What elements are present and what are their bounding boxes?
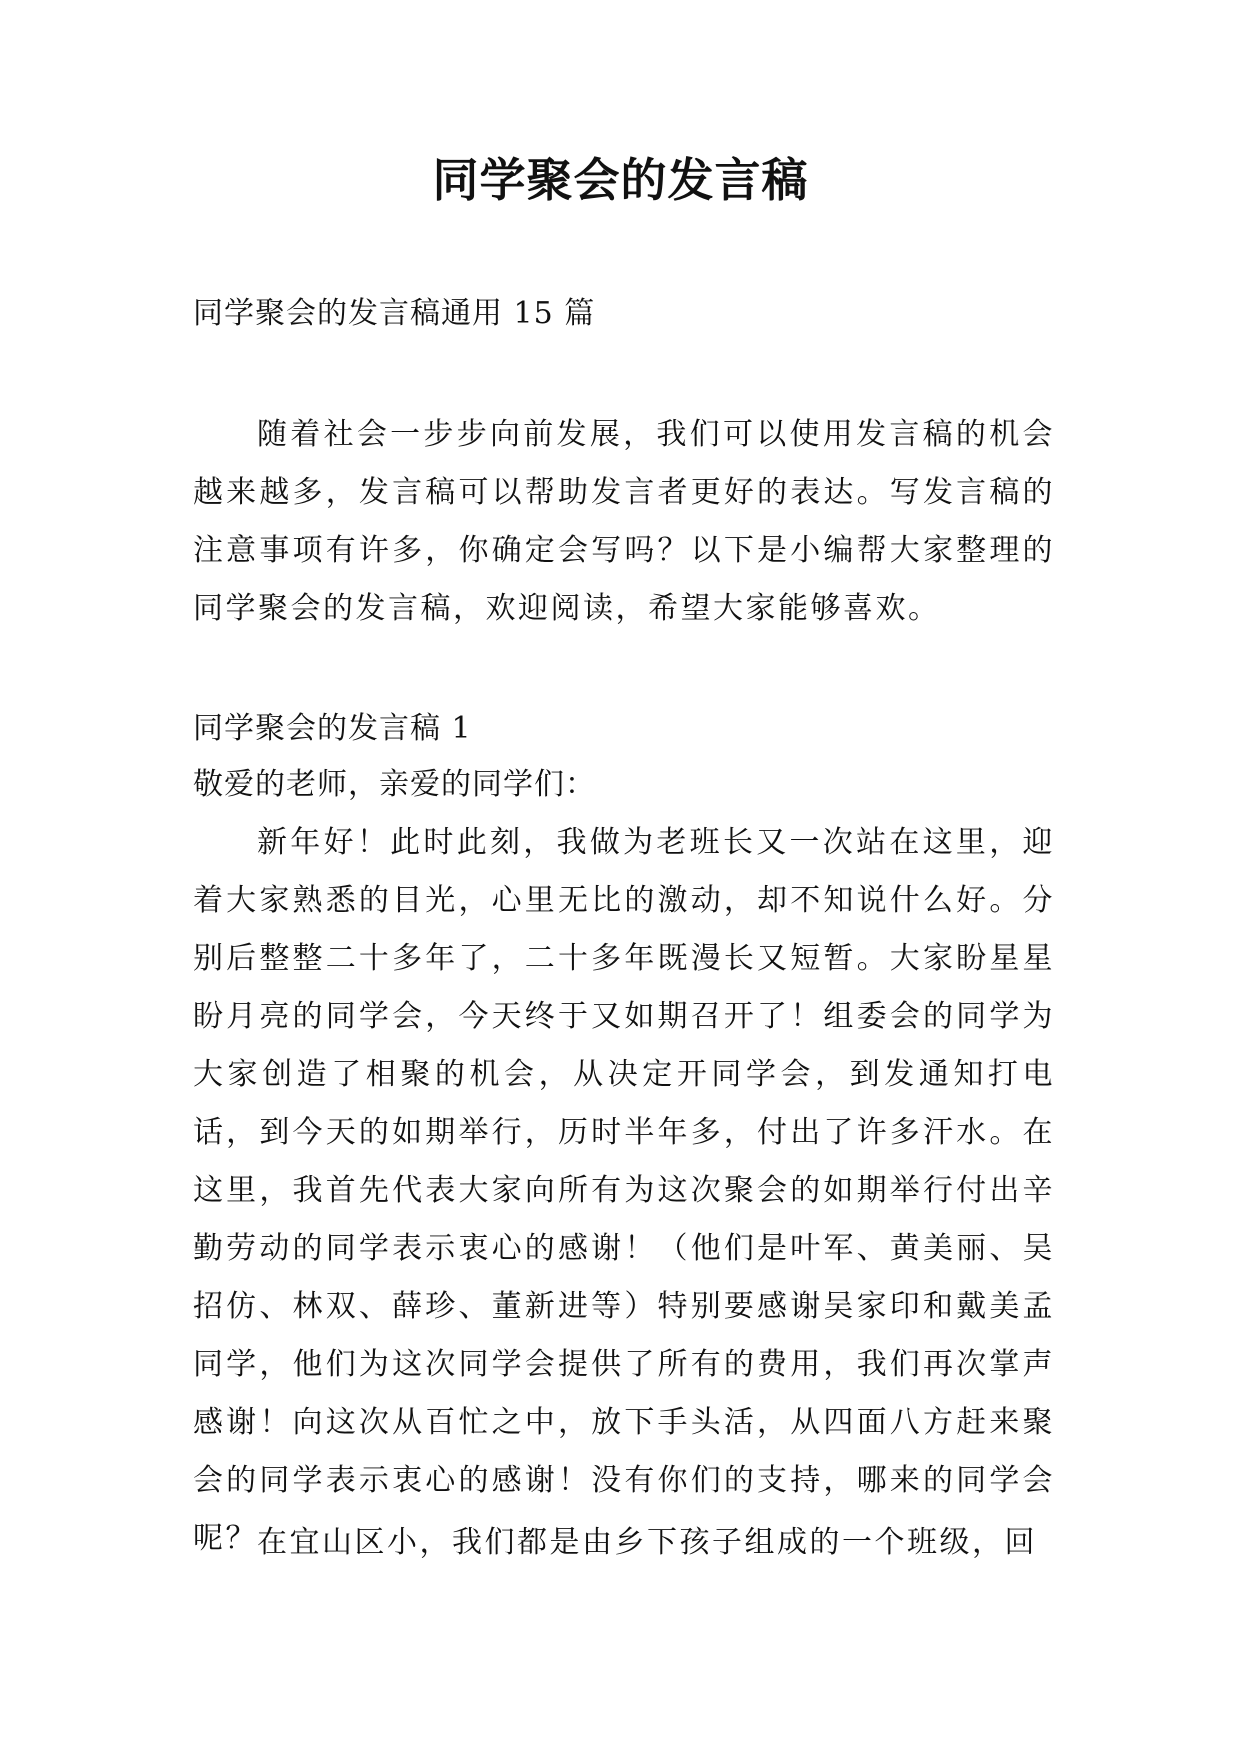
section-heading: 同学聚会的发言稿 1 xyxy=(193,711,472,746)
document-subtitle: 同学聚会的发言稿通用 15 篇 xyxy=(193,296,596,331)
document-title: 同学聚会的发言稿 xyxy=(432,153,809,207)
intro-paragraph: 随着社会一步步向前发展，我们可以使用发言稿的机会越来越多，发言稿可以帮助发言者更好的表达。写发言稿的注意事项有许多，你确定会写吗？以下是小编帮大家整理的同学聚会的发言稿，欢迎阅读，希望大家能够喜欢。 xyxy=(193,417,1055,626)
body-paragraph: 新年好！此时此刻，我做为老班长又一次站在这里，迎着大家熟悉的目光，心里无比的激动，却不知说什么好。分别后整整二十多年了，二十多年既漫长又短暂。大家盼星星盼月亮的同学会，今天终于又如期召开了！组委会的同学为大家创造了相聚的机会，从决定开同学会，到发通知打电话，到今天的如期举行，历时半年多，付出了许多汗水。在这里，我首先代表大家向所有为这次聚会的如期举行付出辛勤劳动的同学表示衷心的感谢！（他们是叶军、黄美丽、吴招仿、林双、薛珍、董新进等）特别要感谢吴家印和戴美孟同学，他们为这次同学会提供了所有的费用，我们再次掌声感谢！向这次从百忙之中，放下手头活，从四面八方赶来聚会的同学表示衷心的感谢！没有你们的支持，哪来的同学会呢？ xyxy=(193,825,1055,1556)
salutation: 敬爱的老师，亲爱的同学们： xyxy=(193,767,596,802)
body-paragraph: 在宜山区小，我们都是由乡下孩子组成的一个班级，回 xyxy=(257,1525,1037,1560)
